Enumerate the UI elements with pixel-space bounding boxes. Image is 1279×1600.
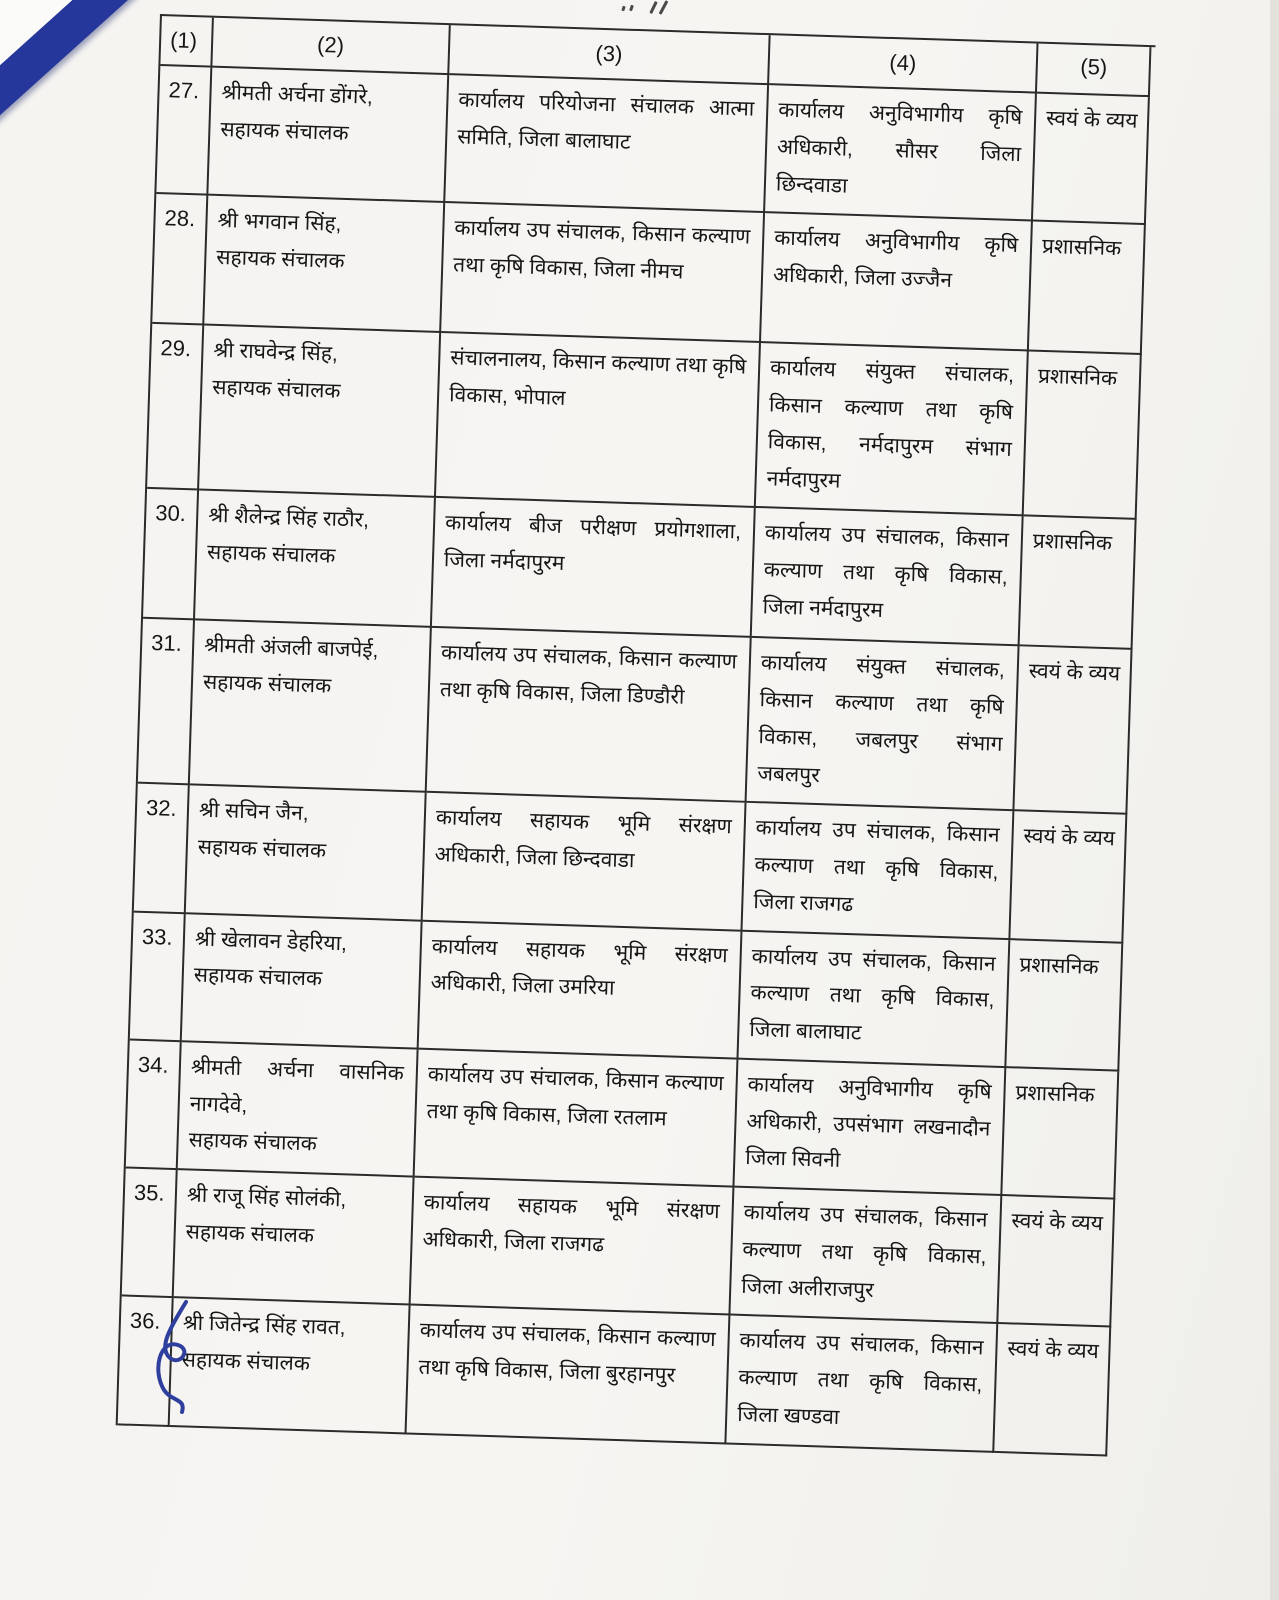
serial-number-cell xyxy=(130,912,186,1042)
serial-number: 29. xyxy=(160,335,192,362)
pen-signature-mark xyxy=(146,1298,218,1418)
transfer-type-cell: स्वयं के व्यय xyxy=(994,1324,1111,1456)
scan-edge-shadow xyxy=(1270,0,1279,1600)
officer-name-cell xyxy=(208,68,449,204)
serial-number-cell xyxy=(143,489,199,621)
officer-name: श्री जितेन्द्र सिंह रावत, xyxy=(182,1311,346,1340)
transfer-type-cell: प्रशासनिक xyxy=(1029,222,1146,355)
officer-designation: सहायक संचालक xyxy=(202,670,332,698)
header-col-4: (4) xyxy=(769,35,1038,93)
to-office-cell: कार्यालय उप संचालक, किसान कल्याण तथा कृषि विकास, जिला राजगढ xyxy=(742,803,1014,940)
header-col-5: (5) xyxy=(1037,44,1152,98)
table-row xyxy=(138,619,1137,815)
transfer-type-cell: स्वयं के व्यय xyxy=(1010,811,1127,943)
to-office-cell: कार्यालय उप संचालक, किसान कल्याण तथा कृषि विकास, जिला नर्मदापुरम xyxy=(752,508,1024,646)
officer-name: श्री सचिन जैन, xyxy=(198,798,309,826)
from-office-cell: कार्यालय उप संचालक, किसान कल्याण तथा कृषि विकास, जिला बुरहानपुर xyxy=(407,1306,731,1444)
from-office-cell: संचालनालय, किसान कल्याण तथा कृषि विकास, भोपाल xyxy=(436,333,761,508)
transfer-type-cell: स्वयं के व्यय xyxy=(1033,94,1150,226)
officer-designation: सहायक संचालक xyxy=(193,963,323,991)
from-office-cell: कार्यालय सहायक भूमि संरक्षण अधिकारी, जिला राजगढ xyxy=(411,1178,735,1316)
serial-number: 31. xyxy=(150,630,183,657)
serial-number-cell xyxy=(134,784,190,914)
from-office-cell: कार्यालय उप संचालक, किसान कल्याण तथा कृषि विकास, जिला नीमच xyxy=(441,203,765,343)
officer-designation: सहायक संचालक xyxy=(197,835,327,863)
officer-designation: सहायक संचालक xyxy=(181,1348,311,1376)
officer-designation: सहायक संचालक xyxy=(188,1128,318,1156)
transfer-type-cell: प्रशासनिक xyxy=(1020,517,1137,650)
serial-number-cell xyxy=(147,324,204,491)
officer-name-cell xyxy=(186,786,427,922)
serial-number: 35. xyxy=(133,1179,165,1206)
officer-designation: सहायक संचालक xyxy=(216,245,345,273)
transfer-type-cell: प्रशासनिक xyxy=(1024,352,1142,520)
serial-number-cell xyxy=(122,1168,178,1298)
handwritten-marks xyxy=(618,0,688,20)
from-office-cell: कार्यालय परियोजना संचालक आत्मा समिति, जिला बालाघाट xyxy=(445,75,769,213)
serial-number: 36. xyxy=(129,1307,161,1334)
officer-designation: सहायक संचालक xyxy=(220,117,349,145)
serial-number-cell xyxy=(152,194,208,326)
table-body xyxy=(118,66,1154,1456)
table-row xyxy=(147,324,1146,520)
from-office-cell: कार्यालय सहायक भूमि संरक्षण अधिकारी, जिला उमरिया xyxy=(419,921,743,1059)
serial-number: 32. xyxy=(145,795,178,822)
to-office-cell: कार्यालय अनुविभागीय कृषि अधिकारी, उपसंभाग लखनादौन जिला सिवनी xyxy=(734,1059,1006,1196)
to-office-cell: कार्यालय उप संचालक, किसान कल्याण तथा कृषि विकास, जिला बालाघाट xyxy=(738,931,1010,1068)
header-col-1: (1) xyxy=(160,16,214,68)
serial-number-cell xyxy=(126,1040,182,1170)
serial-number: 30. xyxy=(154,500,187,527)
officer-name: श्री भगवान सिंह, xyxy=(217,209,342,237)
officer-name-cell xyxy=(190,621,432,793)
officer-name: श्री राजू सिंह सोलंकी, xyxy=(186,1183,347,1212)
from-office-cell: कार्यालय उप संचालक, किसान कल्याण तथा कृषि विकास, जिला डिण्डौरी xyxy=(427,628,752,803)
from-office-cell: कार्यालय बीज परीक्षण प्रयोगशाला, जिला नर्मदापुरम xyxy=(432,498,756,638)
officer-name: श्रीमती अर्चना वासनिक नागदेवे, xyxy=(189,1055,405,1117)
transfer-type-cell: स्वयं के व्यय xyxy=(1014,647,1132,815)
from-office-cell: कार्यालय सहायक भूमि संरक्षण अधिकारी, जिला छिन्दवाडा xyxy=(423,793,747,931)
to-office-cell: कार्यालय संयुक्त संचालक, किसान कल्याण तथा कृषि विकास, जबलपुर संभाग जबलपुर xyxy=(747,638,1020,811)
officer-name: श्री खेलावन डेहरिया, xyxy=(194,927,348,955)
from-office-cell: कार्यालय उप संचालक, किसान कल्याण तथा कृषि विकास, जिला रतलाम xyxy=(415,1049,739,1187)
serial-number: 28. xyxy=(164,205,196,232)
officer-name: श्री राघवेन्द्र सिंह, xyxy=(213,339,339,366)
officer-designation: सहायक संचालक xyxy=(211,375,341,403)
serial-number: 33. xyxy=(141,923,174,950)
to-office-cell: कार्यालय संयुक्त संचालक, किसान कल्याण तथा कृषि विकास, नर्मदापुरम संभाग नर्मदापुरम xyxy=(756,343,1029,516)
header-col-3: (3) xyxy=(449,25,770,85)
to-office-cell: कार्यालय उप संचालक, किसान कल्याण तथा कृषि विकास, जिला खण्डवा xyxy=(726,1316,998,1453)
transfer-table xyxy=(116,14,1156,1456)
serial-number: 27. xyxy=(168,77,200,104)
to-office-cell: कार्यालय उप संचालक, किसान कल्याण तथा कृषि विकास, जिला अलीराजपुर xyxy=(730,1188,1002,1325)
transfer-type-cell: स्वयं के व्यय xyxy=(998,1196,1115,1328)
officer-name-cell xyxy=(178,1042,419,1178)
to-office-cell: कार्यालय अनुविभागीय कृषि अधिकारी, जिला उज्जैन xyxy=(761,213,1033,351)
transfer-type-cell: प्रशासनिक xyxy=(1002,1068,1119,1200)
transfer-type-cell: प्रशासनिक xyxy=(1006,940,1123,1072)
officer-name-cell xyxy=(195,491,436,628)
officer-name-cell xyxy=(182,914,423,1050)
officer-name-cell xyxy=(174,1170,415,1306)
officer-designation: सहायक संचालक xyxy=(206,540,336,568)
serial-number-cell xyxy=(138,619,195,786)
header-col-2: (2) xyxy=(212,18,450,75)
officer-name: श्रीमती अंजली बाजपेई, xyxy=(203,633,379,663)
serial-number: 34. xyxy=(137,1051,169,1078)
serial-number-cell xyxy=(156,66,212,196)
to-office-cell: कार्यालय अनुविभागीय कृषि अधिकारी, सौसर जिला छिन्दवाडा xyxy=(765,85,1037,222)
officer-name-cell xyxy=(204,196,445,333)
officer-name: श्री शैलेन्द्र सिंह राठौर, xyxy=(207,504,370,533)
officer-designation: सहायक संचालक xyxy=(185,1220,315,1248)
officer-name-cell xyxy=(199,326,441,498)
officer-name: श्रीमती अर्चना डोंगरे, xyxy=(221,80,374,109)
